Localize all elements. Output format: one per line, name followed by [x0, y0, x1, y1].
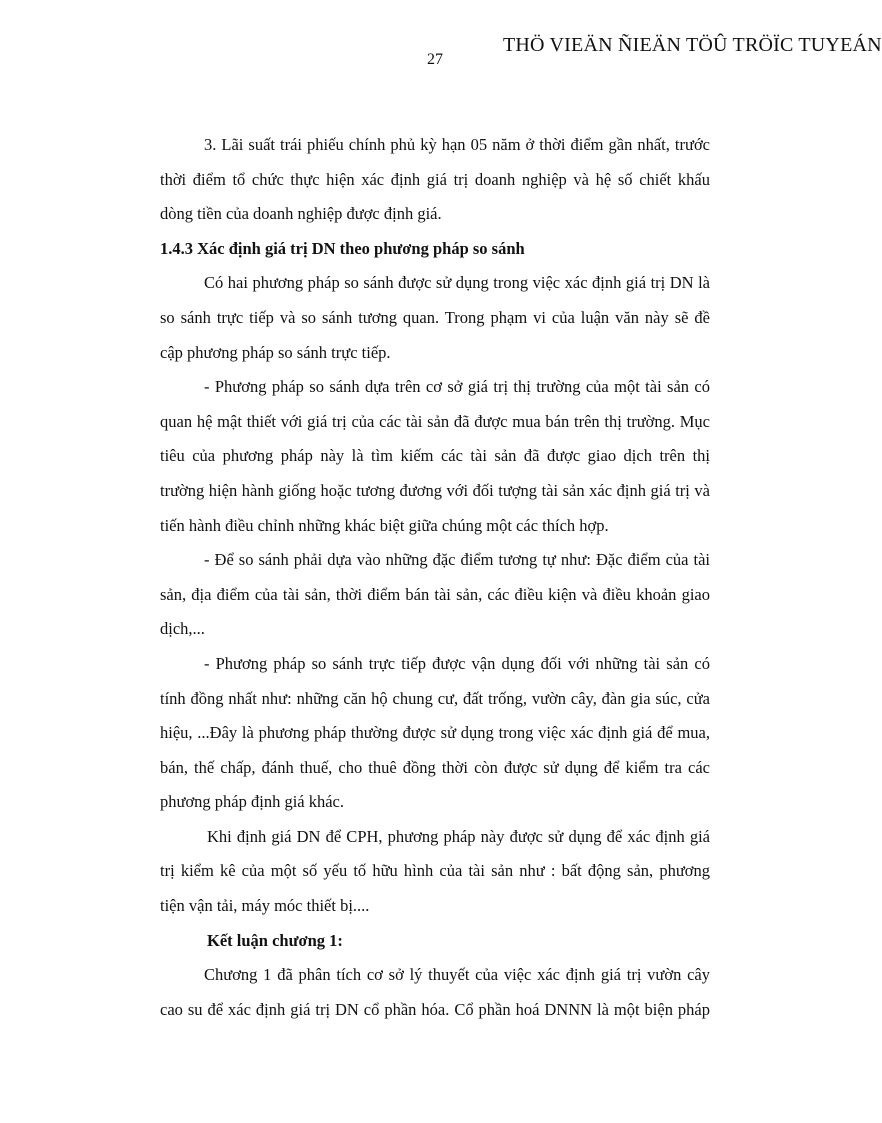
paragraph-line: 3. Lãi suất trái phiếu chính phủ kỳ hạn 05 năm ở thời điểm gần nhất, trước — [204, 135, 710, 154]
paragraph-line: quan hệ mật thiết với giá trị của các tài sản đã được mua bán trên thị trường. Mục — [160, 411, 710, 431]
paragraph-line: dòng tiền của doanh nghiệp được định giá. — [160, 204, 442, 224]
paragraph-line: thời điểm tổ chức thực hiện xác định giá trị doanh nghiệp và hệ số chiết khấu — [160, 169, 710, 189]
paragraph-line: tiêu của phương pháp này là tìm kiếm các tài sản đã được giao dịch trên thị — [160, 446, 710, 466]
conclusion-heading: Kết luận chương 1: — [207, 930, 343, 950]
paragraph-line: Có hai phương pháp so sánh được sử dụng trong việc xác định giá trị DN là — [204, 273, 710, 293]
paragraph-line: sản, địa điểm của tài sản, thời điểm bán tài sản, các điều kiện và điều khoản giao — [160, 584, 710, 604]
paragraph-line: hiệu, ...Đây là phương pháp thường được sử dụng trong việc xác định giá để mua, — [160, 723, 710, 743]
paragraph-line: cao su để xác định giá trị DN cổ phần hóa. Cổ phần hoá DNNN là một biện pháp — [160, 999, 710, 1019]
paragraph-line: - Phương pháp so sánh trực tiếp được vận dụng đối với những tài sản có — [204, 653, 710, 673]
watermark-header: THÖ VIEÄN ÑIEÄN TÖÛ TRÖÏC TUYEÁN — [503, 34, 882, 56]
paragraph-line: dịch,... — [160, 619, 205, 639]
section-heading: 1.4.3 Xác định giá trị DN theo phương pháp so sánh — [160, 238, 525, 258]
paragraph-line: cập phương pháp so sánh trực tiếp. — [160, 342, 391, 362]
paragraph-line: - Để so sánh phải dựa vào những đặc điểm tương tự như: Đặc điểm của tài — [204, 550, 710, 570]
paragraph-line: bán, thế chấp, đánh thuế, cho thuê đồng thời còn được sử dụng để kiểm tra các — [160, 757, 710, 777]
paragraph-line: trường hiện hành giống hoặc tương đương với đối tượng tài sản xác định giá trị và — [160, 480, 710, 500]
paragraph-line: trị kiểm kê của một số yếu tố hữu hình của tài sản như : bất động sản, phương — [160, 861, 710, 881]
paragraph-line: tính đồng nhất như: những căn hộ chung cư, đất trống, vườn cây, đàn gia súc, cửa — [160, 688, 710, 708]
document-body — [160, 128, 710, 1027]
page-number: 27 — [427, 51, 443, 68]
paragraph-line: - Phương pháp so sánh dựa trên cơ sở giá trị thị trường của một tài sản có — [204, 377, 710, 397]
paragraph-line: Chương 1 đã phân tích cơ sở lý thuyết của việc xác định giá trị vườn cây — [204, 965, 710, 985]
paragraph-line: tiện vận tải, máy móc thiết bị.... — [160, 896, 370, 916]
paragraph-line: Khi định giá DN để CPH, phương pháp này được sử dụng để xác định giá — [207, 826, 710, 846]
paragraph-line: so sánh trực tiếp và so sánh tương quan. Trong phạm vi của luận văn này sẽ đề — [160, 307, 710, 327]
paragraph-line: tiến hành điều chỉnh những khác biệt giữa chúng một các thích hợp. — [160, 515, 609, 535]
paragraph-line: phương pháp định giá khác. — [160, 792, 345, 812]
